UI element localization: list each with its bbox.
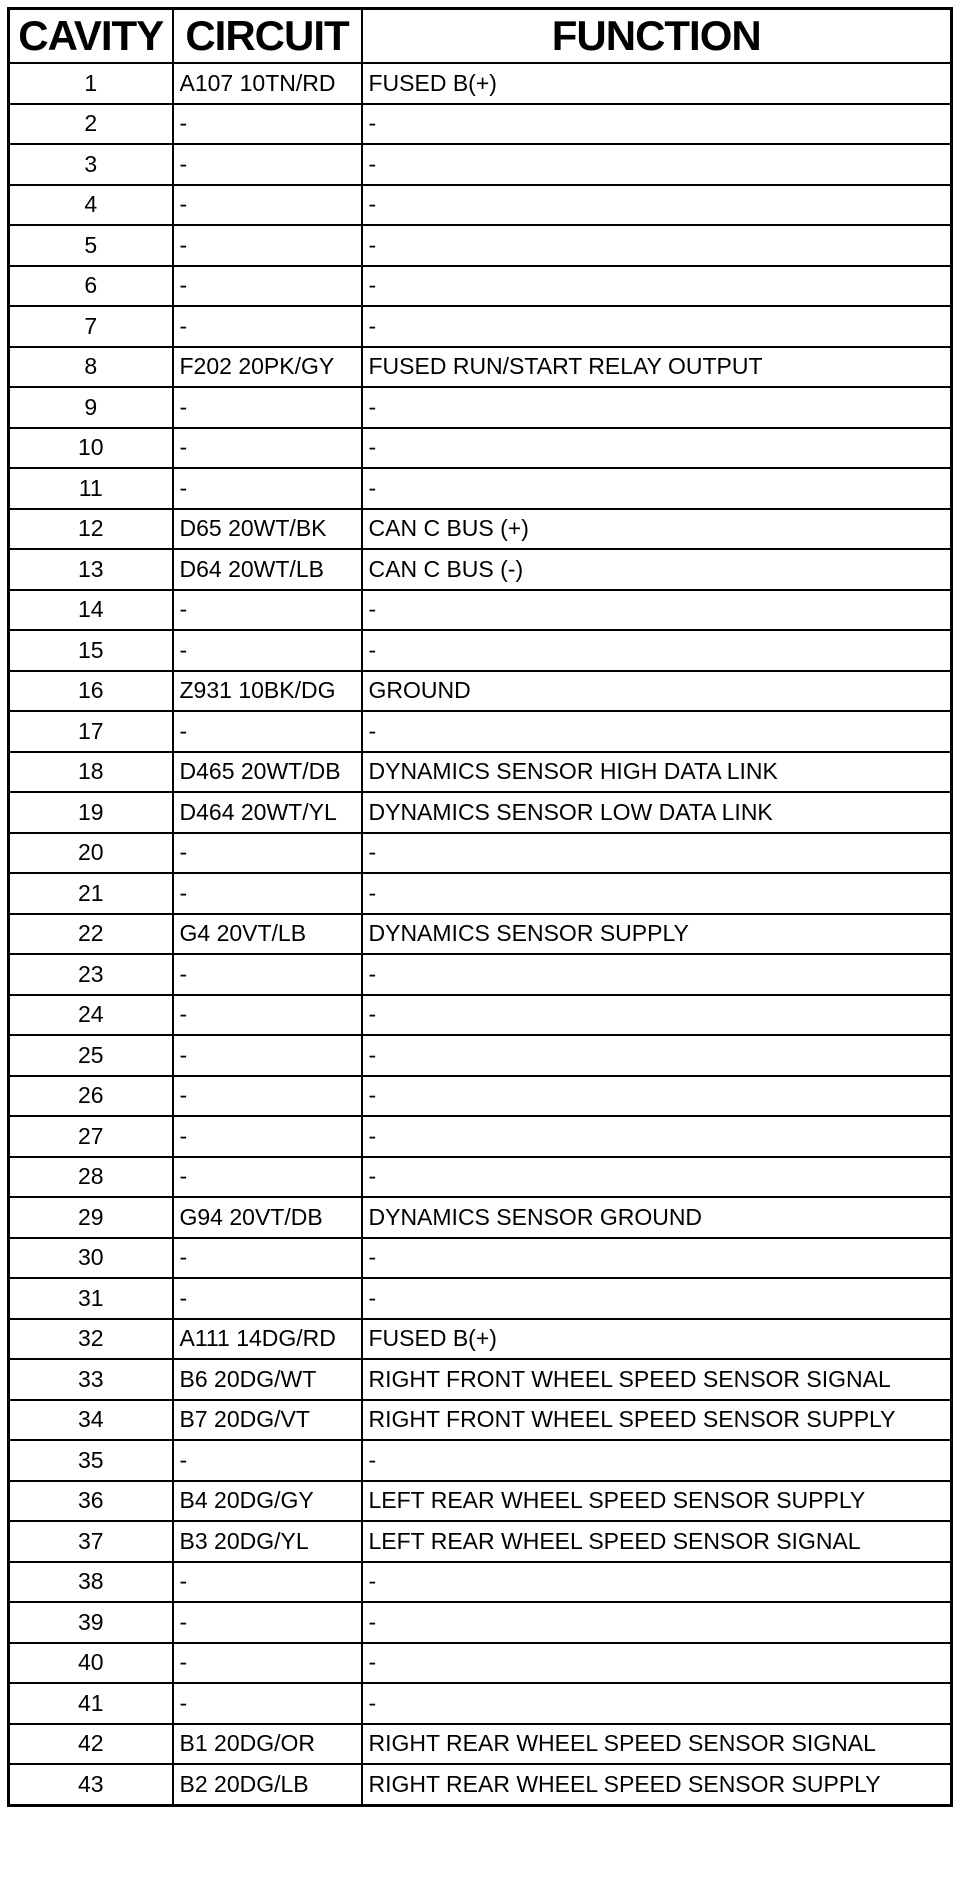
table-row: [9, 671, 952, 712]
table-row: [9, 1400, 952, 1441]
cavity-cell: 37: [9, 1521, 173, 1562]
table-row: [9, 1602, 952, 1643]
circuit-cell: -: [173, 185, 362, 226]
function-cell: CAN C BUS (-): [362, 549, 952, 590]
table-row: [9, 509, 952, 550]
circuit-cell: Z931 10BK/DG: [173, 671, 362, 712]
function-cell: RIGHT FRONT WHEEL SPEED SENSOR SUPPLY: [362, 1400, 952, 1441]
function-cell: -: [362, 995, 952, 1036]
function-cell: -: [362, 1602, 952, 1643]
function-cell: -: [362, 185, 952, 226]
circuit-cell: -: [173, 954, 362, 995]
function-cell: DYNAMICS SENSOR LOW DATA LINK: [362, 792, 952, 833]
cavity-cell: 27: [9, 1116, 173, 1157]
circuit-cell: -: [173, 1076, 362, 1117]
table-row: [9, 954, 952, 995]
cavity-cell: 11: [9, 468, 173, 509]
circuit-cell: B3 20DG/YL: [173, 1521, 362, 1562]
cavity-cell: 41: [9, 1683, 173, 1724]
function-cell: RIGHT REAR WHEEL SPEED SENSOR SIGNAL: [362, 1724, 952, 1765]
circuit-cell: D465 20WT/DB: [173, 752, 362, 793]
table-body: [9, 63, 952, 1805]
cavity-cell: 15: [9, 630, 173, 671]
circuit-cell: -: [173, 1440, 362, 1481]
table-row: [9, 185, 952, 226]
cavity-cell: 2: [9, 104, 173, 145]
function-cell: -: [362, 1440, 952, 1481]
cavity-cell: 10: [9, 428, 173, 469]
cavity-cell: 31: [9, 1278, 173, 1319]
function-cell: -: [362, 1643, 952, 1684]
function-cell: -: [362, 1157, 952, 1198]
function-cell: CAN C BUS (+): [362, 509, 952, 550]
cavity-cell: 12: [9, 509, 173, 550]
function-cell: -: [362, 833, 952, 874]
table-row: [9, 1562, 952, 1603]
function-cell: -: [362, 1562, 952, 1603]
table-row: [9, 752, 952, 793]
cavity-cell: 19: [9, 792, 173, 833]
circuit-cell: B7 20DG/VT: [173, 1400, 362, 1441]
cavity-cell: 8: [9, 347, 173, 388]
table-row: [9, 468, 952, 509]
table-row: [9, 1724, 952, 1765]
cavity-cell: 25: [9, 1035, 173, 1076]
function-cell: LEFT REAR WHEEL SPEED SENSOR SUPPLY: [362, 1481, 952, 1522]
cavity-cell: 4: [9, 185, 173, 226]
circuit-cell: -: [173, 1278, 362, 1319]
cavity-cell: 18: [9, 752, 173, 793]
function-cell: -: [362, 104, 952, 145]
circuit-cell: -: [173, 630, 362, 671]
circuit-cell: -: [173, 1602, 362, 1643]
cavity-cell: 33: [9, 1359, 173, 1400]
circuit-cell: F202 20PK/GY: [173, 347, 362, 388]
table-row: [9, 1278, 952, 1319]
table-row: [9, 1319, 952, 1360]
circuit-cell: -: [173, 873, 362, 914]
cavity-cell: 43: [9, 1764, 173, 1805]
cavity-cell: 3: [9, 144, 173, 185]
circuit-cell: A107 10TN/RD: [173, 63, 362, 104]
circuit-cell: -: [173, 104, 362, 145]
function-cell: -: [362, 1278, 952, 1319]
function-cell: -: [362, 1035, 952, 1076]
cavity-cell: 20: [9, 833, 173, 874]
table-row: [9, 833, 952, 874]
cavity-cell: 22: [9, 914, 173, 955]
function-cell: FUSED RUN/START RELAY OUTPUT: [362, 347, 952, 388]
cavity-cell: 38: [9, 1562, 173, 1603]
cavity-cell: 36: [9, 1481, 173, 1522]
table-row: [9, 1076, 952, 1117]
function-cell: -: [362, 590, 952, 631]
connector-pinout-table: [7, 7, 953, 1807]
circuit-cell: -: [173, 1157, 362, 1198]
cavity-cell: 42: [9, 1724, 173, 1765]
table-row: [9, 144, 952, 185]
table-row: [9, 1643, 952, 1684]
function-cell: -: [362, 468, 952, 509]
table-row: [9, 428, 952, 469]
cavity-cell: 6: [9, 266, 173, 307]
function-cell: GROUND: [362, 671, 952, 712]
table-row: [9, 1116, 952, 1157]
function-cell: DYNAMICS SENSOR SUPPLY: [362, 914, 952, 955]
function-cell: -: [362, 1683, 952, 1724]
function-column-header: FUNCTION: [362, 9, 952, 64]
circuit-cell: -: [173, 995, 362, 1036]
circuit-cell: -: [173, 590, 362, 631]
table-row: [9, 1035, 952, 1076]
circuit-cell: -: [173, 387, 362, 428]
function-cell: DYNAMICS SENSOR GROUND: [362, 1197, 952, 1238]
circuit-cell: B1 20DG/OR: [173, 1724, 362, 1765]
function-cell: -: [362, 428, 952, 469]
cavity-cell: 39: [9, 1602, 173, 1643]
circuit-cell: -: [173, 266, 362, 307]
cavity-column-header: CAVITY: [9, 9, 173, 64]
circuit-column-header: CIRCUIT: [173, 9, 362, 64]
function-cell: DYNAMICS SENSOR HIGH DATA LINK: [362, 752, 952, 793]
function-cell: -: [362, 1116, 952, 1157]
table-row: [9, 1440, 952, 1481]
table-row: [9, 1481, 952, 1522]
cavity-cell: 30: [9, 1238, 173, 1279]
circuit-cell: B2 20DG/LB: [173, 1764, 362, 1805]
function-cell: RIGHT FRONT WHEEL SPEED SENSOR SIGNAL: [362, 1359, 952, 1400]
function-cell: -: [362, 225, 952, 266]
table-row: [9, 914, 952, 955]
function-cell: -: [362, 954, 952, 995]
function-cell: -: [362, 873, 952, 914]
circuit-cell: -: [173, 428, 362, 469]
table-row: [9, 266, 952, 307]
table-row: [9, 1238, 952, 1279]
circuit-cell: D464 20WT/YL: [173, 792, 362, 833]
function-cell: RIGHT REAR WHEEL SPEED SENSOR SUPPLY: [362, 1764, 952, 1805]
circuit-cell: D64 20WT/LB: [173, 549, 362, 590]
table-row: [9, 630, 952, 671]
table-row: [9, 347, 952, 388]
table-row: [9, 549, 952, 590]
table-row: [9, 1157, 952, 1198]
table-row: [9, 995, 952, 1036]
circuit-cell: -: [173, 1035, 362, 1076]
circuit-cell: -: [173, 306, 362, 347]
cavity-cell: 24: [9, 995, 173, 1036]
circuit-cell: -: [173, 144, 362, 185]
cavity-cell: 21: [9, 873, 173, 914]
cavity-cell: 35: [9, 1440, 173, 1481]
cavity-cell: 13: [9, 549, 173, 590]
cavity-cell: 14: [9, 590, 173, 631]
circuit-cell: -: [173, 1643, 362, 1684]
circuit-cell: -: [173, 1116, 362, 1157]
table-row: [9, 873, 952, 914]
function-cell: -: [362, 266, 952, 307]
cavity-cell: 17: [9, 711, 173, 752]
function-cell: -: [362, 1076, 952, 1117]
circuit-cell: -: [173, 711, 362, 752]
function-cell: FUSED B(+): [362, 63, 952, 104]
table-row: [9, 104, 952, 145]
cavity-cell: 5: [9, 225, 173, 266]
table-row: [9, 306, 952, 347]
cavity-cell: 32: [9, 1319, 173, 1360]
table-row: [9, 1197, 952, 1238]
cavity-cell: 9: [9, 387, 173, 428]
function-cell: -: [362, 1238, 952, 1279]
circuit-cell: -: [173, 1562, 362, 1603]
function-cell: -: [362, 306, 952, 347]
circuit-cell: D65 20WT/BK: [173, 509, 362, 550]
cavity-cell: 16: [9, 671, 173, 712]
table-row: [9, 1521, 952, 1562]
table-row: [9, 590, 952, 631]
function-cell: FUSED B(+): [362, 1319, 952, 1360]
cavity-cell: 34: [9, 1400, 173, 1441]
circuit-cell: B4 20DG/GY: [173, 1481, 362, 1522]
table-row: [9, 1683, 952, 1724]
table-row: [9, 1764, 952, 1805]
cavity-cell: 7: [9, 306, 173, 347]
cavity-cell: 40: [9, 1643, 173, 1684]
circuit-cell: G4 20VT/LB: [173, 914, 362, 955]
circuit-cell: -: [173, 225, 362, 266]
cavity-cell: 1: [9, 63, 173, 104]
function-cell: LEFT REAR WHEEL SPEED SENSOR SIGNAL: [362, 1521, 952, 1562]
table-row: [9, 225, 952, 266]
circuit-cell: -: [173, 468, 362, 509]
table-row: [9, 63, 952, 104]
cavity-cell: 29: [9, 1197, 173, 1238]
circuit-cell: -: [173, 1238, 362, 1279]
table-row: [9, 792, 952, 833]
cavity-cell: 23: [9, 954, 173, 995]
circuit-cell: -: [173, 833, 362, 874]
header-row: [9, 9, 952, 64]
function-cell: -: [362, 144, 952, 185]
table-row: [9, 1359, 952, 1400]
circuit-cell: -: [173, 1683, 362, 1724]
cavity-cell: 28: [9, 1157, 173, 1198]
circuit-cell: A111 14DG/RD: [173, 1319, 362, 1360]
cavity-cell: 26: [9, 1076, 173, 1117]
table-row: [9, 711, 952, 752]
table-row: [9, 387, 952, 428]
function-cell: -: [362, 630, 952, 671]
circuit-cell: G94 20VT/DB: [173, 1197, 362, 1238]
function-cell: -: [362, 387, 952, 428]
circuit-cell: B6 20DG/WT: [173, 1359, 362, 1400]
function-cell: -: [362, 711, 952, 752]
